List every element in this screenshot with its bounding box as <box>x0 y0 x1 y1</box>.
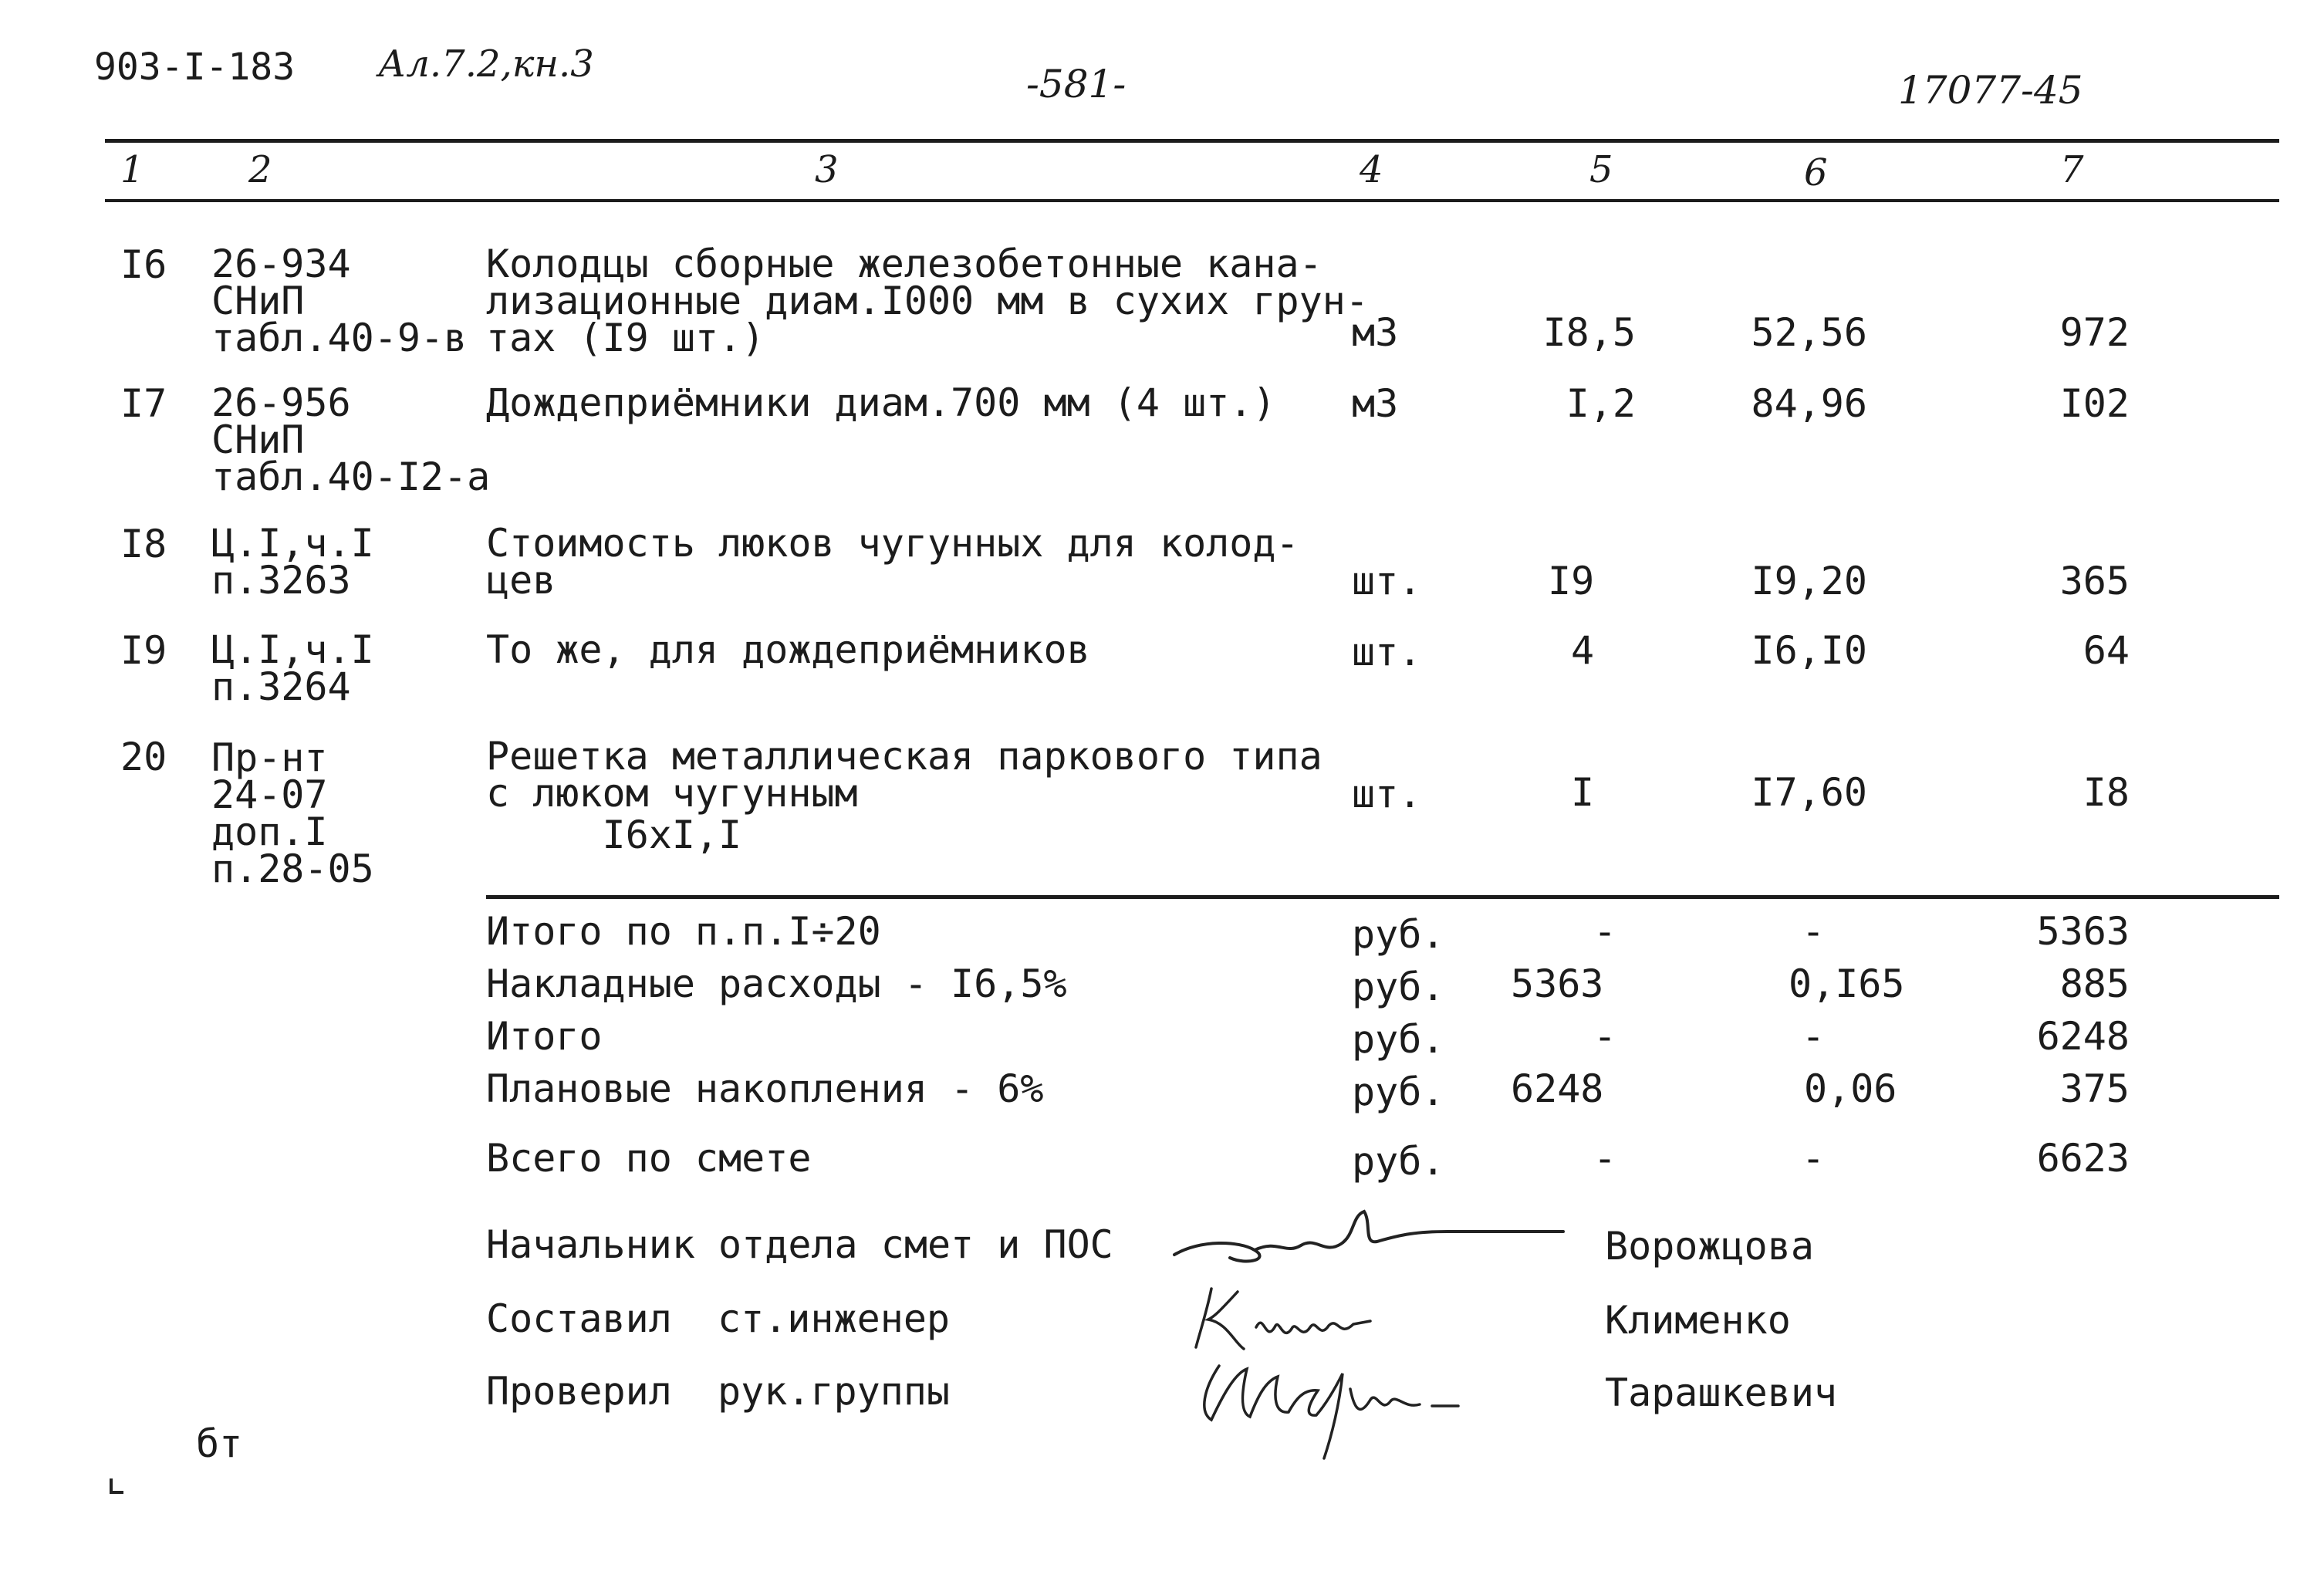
norm-line: СНиП <box>211 417 305 462</box>
summary-unit: руб. <box>1352 1139 1445 1184</box>
header-bottom-rule <box>105 199 2279 202</box>
unit: шт. <box>1352 630 1422 674</box>
description-line: с люком чугунным <box>486 771 858 816</box>
item-description <box>486 521 1299 603</box>
row-total: 972 <box>2059 310 2130 355</box>
summary-rate: - <box>1801 909 1826 954</box>
summary-base: - <box>1593 1014 1617 1059</box>
quantity: I9 <box>1548 559 1595 603</box>
norm-line: п.3263 <box>211 558 351 603</box>
summary-total: 6248 <box>2036 1014 2130 1059</box>
row-number: 20 <box>120 735 167 779</box>
column-header-3: 3 <box>815 148 839 191</box>
description-line: Стоимость люков чугунных для колод- <box>486 521 1299 566</box>
norm-line: доп.I <box>211 809 328 854</box>
unit-price: 52,56 <box>1751 310 1867 355</box>
row-number: I9 <box>120 628 167 673</box>
norm-line: СНиП <box>211 279 305 323</box>
column-header-4: 4 <box>1360 148 1383 191</box>
summary-label: Плановые накопления - 6% <box>486 1066 1044 1111</box>
item-description <box>486 380 1276 425</box>
norm-line: п.28-05 <box>211 846 374 891</box>
table-top-rule <box>105 139 2279 143</box>
signature-tarashkevich <box>1188 1343 1497 1466</box>
signer-position: ст.инженер <box>718 1296 951 1341</box>
norm-line: Ц.I,ч.I <box>211 627 374 672</box>
signer-name: Тарашкевич <box>1605 1370 1838 1415</box>
summary-rule <box>486 895 2279 899</box>
summary-unit: руб. <box>1352 1070 1445 1114</box>
item-description <box>486 242 1369 360</box>
column-header-6: 6 <box>1804 151 1828 194</box>
norm-line: Ц.I,ч.I <box>211 521 374 566</box>
signer-position: рук.группы <box>718 1369 951 1414</box>
norm-reference <box>211 242 468 360</box>
description-line: Колодцы сборные железобетонные кана- <box>486 242 1322 286</box>
summary-rate: 0,06 <box>1804 1066 1897 1111</box>
column-header-2: 2 <box>248 148 272 191</box>
row-total: 365 <box>2059 559 2130 603</box>
summary-total: 885 <box>2059 961 2130 1006</box>
row-number: I6 <box>120 242 167 287</box>
summary-unit: руб. <box>1352 1017 1445 1062</box>
row-total: I8 <box>2082 770 2130 815</box>
description-line: тах (I9 шт.) <box>486 316 765 360</box>
norm-line: п.3264 <box>211 664 351 709</box>
description-line: I6хI,I <box>486 813 742 857</box>
album-reference: Ал.7.2,кн.3 <box>378 42 594 86</box>
summary-total: 5363 <box>2036 909 2130 954</box>
row-total: I02 <box>2059 381 2130 426</box>
summary-base: - <box>1593 1136 1617 1181</box>
item-description <box>486 627 1090 672</box>
footer-mark: бт <box>196 1421 243 1466</box>
quantity: I <box>1571 770 1595 815</box>
unit-price: I6,I0 <box>1751 628 1867 673</box>
unit: м3 <box>1352 381 1399 426</box>
column-header-1: 1 <box>120 148 144 191</box>
norm-line: табл.40-9-в <box>211 316 468 360</box>
norm-line: 24-07 <box>211 772 328 817</box>
description-line: Дождеприёмники диам.700 мм (4 шт.) <box>486 380 1276 425</box>
unit-price: 84,96 <box>1751 381 1867 426</box>
signer-role: Начальник отдела смет и ПОС <box>486 1222 1113 1267</box>
row-number: I7 <box>120 381 167 426</box>
norm-line: табл.40-I2-а <box>211 455 491 499</box>
row-total: 64 <box>2082 628 2130 673</box>
summary-label: Накладные расходы - I6,5% <box>486 961 1067 1006</box>
quantity: I8,5 <box>1542 310 1636 355</box>
summary-label: Итого <box>486 1014 603 1059</box>
column-header-5: 5 <box>1589 148 1613 191</box>
norm-reference <box>211 380 491 499</box>
summary-unit: руб. <box>1352 912 1445 957</box>
summary-base: 6248 <box>1511 1066 1604 1111</box>
unit: шт. <box>1352 772 1422 816</box>
description-line: лизационные диам.I000 мм в сухих грун- <box>486 279 1369 323</box>
summary-total: 375 <box>2059 1066 2130 1111</box>
unit-price: I7,60 <box>1751 770 1867 815</box>
summary-base: 5363 <box>1511 961 1604 1006</box>
summary-total: 6623 <box>2036 1136 2130 1181</box>
norm-reference <box>211 627 374 709</box>
signer-name: Ворожцова <box>1605 1224 1814 1269</box>
norm-reference <box>211 735 374 891</box>
summary-label: Итого по п.п.I÷20 <box>486 909 881 954</box>
description-line: Решетка металлическая паркового типа <box>486 734 1322 779</box>
summary-rate: - <box>1801 1136 1826 1181</box>
unit: шт. <box>1352 559 1422 603</box>
unit-price: I9,20 <box>1751 559 1867 603</box>
row-number: I8 <box>120 522 167 566</box>
document-reference: 903-I-183 <box>94 46 296 89</box>
norm-line: 26-956 <box>211 380 351 425</box>
archive-number: 17077-45 <box>1898 68 2083 113</box>
summary-rate: - <box>1801 1014 1826 1059</box>
page-number: -581- <box>1026 62 1127 106</box>
summary-rate: 0,I65 <box>1789 961 1905 1006</box>
norm-line: 26-934 <box>211 242 351 286</box>
quantity: 4 <box>1571 628 1595 673</box>
quantity: I,2 <box>1566 381 1636 426</box>
description-line: цев <box>486 558 556 603</box>
column-header-7: 7 <box>2060 148 2084 191</box>
signer-name: Клименко <box>1605 1298 1791 1343</box>
unit: м3 <box>1352 310 1399 355</box>
corner-mark-icon <box>108 1475 131 1499</box>
description-line: То же, для дождеприёмников <box>486 627 1090 672</box>
norm-line: Пр-нт <box>211 735 328 780</box>
norm-reference <box>211 521 374 603</box>
summary-label: Всего по смете <box>486 1136 812 1181</box>
summary-base: - <box>1593 909 1617 954</box>
summary-unit: руб. <box>1352 965 1445 1009</box>
signer-role: Проверил <box>486 1369 672 1414</box>
item-description <box>486 734 1322 857</box>
signer-role: Составил <box>486 1296 672 1341</box>
